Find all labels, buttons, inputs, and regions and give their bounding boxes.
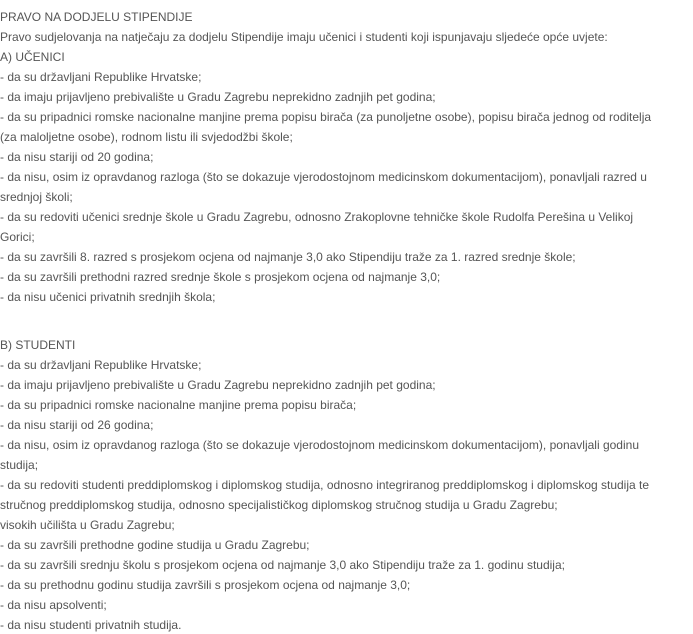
list-item: (za maloljetne osobe), rodnom listu ili svjedodžbi škole; xyxy=(0,130,293,144)
list-item: - da nisu, osim iz opravdanog razloga (što se dokazuje vjerodostojnom medicinskom dokumentacijom), ponavljali godinu xyxy=(0,438,639,452)
list-item: - da su završili prethodni razred srednje škole s prosjekom ocjena od najmanje 3,0; xyxy=(0,270,441,284)
list-item: - da su pripadnici romske nacionalne manjine prema popisu birača; xyxy=(0,398,357,412)
list-item: - da su državljani Republike Hrvatske; xyxy=(0,358,202,372)
list-item: - da su završili 8. razred s prosjekom ocjena od najmanje 3,0 ako Stipendiju traže za 1. razred srednje škole; xyxy=(0,250,576,264)
list-item: - da nisu učenici privatnih srednjih škola; xyxy=(0,290,216,304)
list-item: - da nisu stariji od 20 godina; xyxy=(0,150,154,164)
section-heading-pupils: A) UČENICI xyxy=(0,50,65,64)
list-item: stručnog preddiplomskog studija, odnosno specijalističkog diplomskog stručnog studija u Gradu Zagrebu; xyxy=(0,498,558,512)
list-item: - da nisu, osim iz opravdanog razloga (što se dokazuje vjerodostojnom medicinskom dokumentacijom), ponavljali razred u xyxy=(0,170,647,184)
list-item: - da imaju prijavljeno prebivalište u Gradu Zagrebu neprekidno zadnjih pet godina; xyxy=(0,90,436,104)
list-item: studija; xyxy=(0,458,39,472)
list-item: - da su redoviti učenici srednje škole u Gradu Zagrebu, odnosno Zrakoplovne tehničke škole Rudolfa Perešina u Velikoj xyxy=(0,210,634,224)
list-item: - da su državljani Republike Hrvatske; xyxy=(0,70,202,84)
list-item: - da imaju prijavljeno prebivalište u Gradu Zagrebu neprekidno zadnjih pet godina; xyxy=(0,378,436,392)
list-item: - da su završili prethodne godine studija u Gradu Zagrebu; xyxy=(0,538,310,552)
intro-text: Pravo sudjelovanja na natječaju za dodjelu Stipendije imaju učenici i studenti koji ispunjavaju sljedeće opće uvjete: xyxy=(0,30,608,44)
list-item: - da nisu studenti privatnih studija. xyxy=(0,618,182,632)
list-item: - da su prethodnu godinu studija završili s prosjekom ocjena od najmanje 3,0; xyxy=(0,578,411,592)
list-item: Gorici; xyxy=(0,230,35,244)
list-item: - da su pripadnici romske nacionalne manjine prema popisu birača (za punoljetne osobe), popisu birača jednog od roditelja xyxy=(0,110,652,124)
list-item: - da nisu apsolventi; xyxy=(0,598,107,612)
list-item: - da su redoviti studenti preddiplomskog i diplomskog studija, odnosno integriranog preddiplomskog i diplomskog studija te xyxy=(0,478,650,492)
page-title: PRAVO NA DODJELU STIPENDIJE xyxy=(0,10,193,24)
list-item: srednjoj školi; xyxy=(0,190,73,204)
section-heading-students: B) STUDENTI xyxy=(0,338,76,352)
list-item: - da su završili srednju školu s prosjekom ocjena od najmanje 3,0 ako Stipendiju traže za 1. godinu studija; xyxy=(0,558,565,572)
list-item: - da nisu stariji od 26 godina; xyxy=(0,418,154,432)
list-item: visokih učilišta u Gradu Zagrebu; xyxy=(0,518,175,532)
